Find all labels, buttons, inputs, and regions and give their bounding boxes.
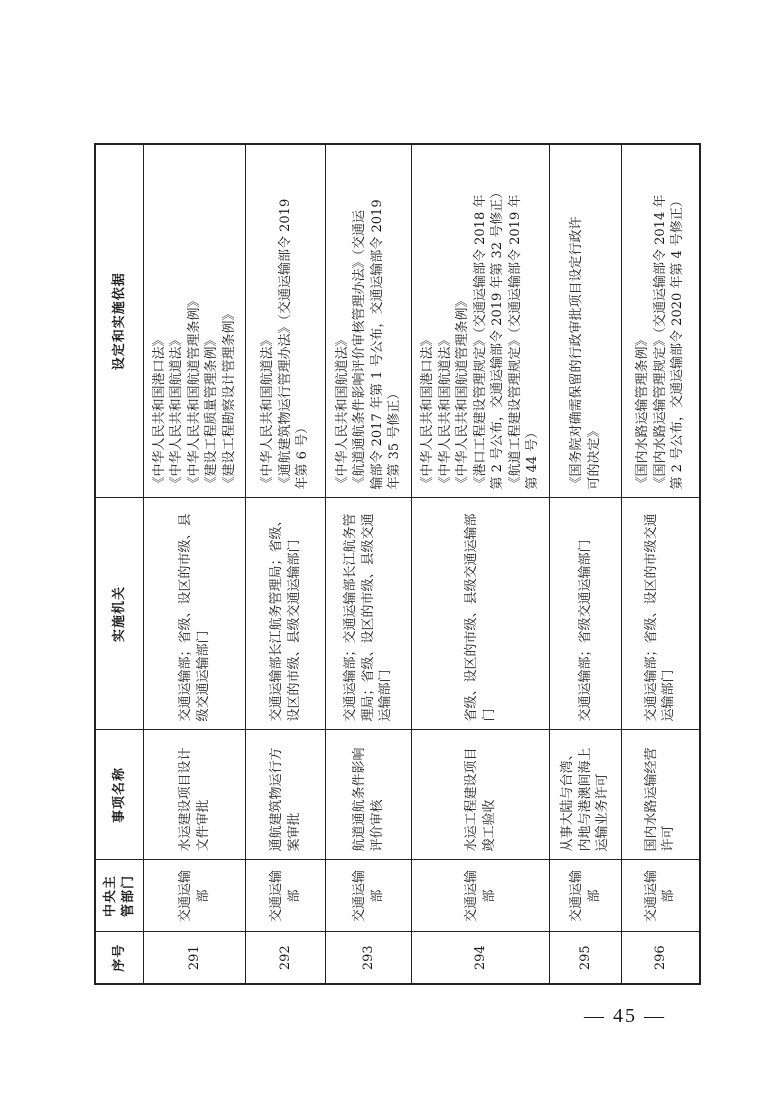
basis-line: 年第 35 号修正） xyxy=(387,386,403,490)
header-seq: 序号 xyxy=(95,932,144,984)
row-seq: 293 xyxy=(326,932,412,984)
row-seq: 294 xyxy=(412,932,550,984)
row-item: 水运工程建设项目竣工验收 xyxy=(412,730,550,860)
row-basis xyxy=(246,144,326,498)
rotated-table-wrapper xyxy=(94,145,684,985)
row-basis xyxy=(144,144,246,498)
basis-line: 《通航建筑物运行管理办法》（交通运输部令 2019 xyxy=(277,198,293,490)
row-dept: 交通运输部 xyxy=(550,860,622,932)
row-org: 交通运输部；省级、设区的市级交通运输部门 xyxy=(622,498,700,730)
row-seq: 296 xyxy=(622,932,700,984)
basis-line: 输部令 2017 年第 1 号公布，交通运输部令 2019 xyxy=(369,199,385,490)
row-item: 国内水路运输经营许可 xyxy=(622,730,700,860)
row-basis xyxy=(550,144,622,498)
basis-line: 可的决定》 xyxy=(586,424,602,490)
row-org: 交通运输部；省级、设区的市级、县级交通运输部门 xyxy=(144,498,246,730)
basis-line: 《中华人民共和国航道法》 xyxy=(437,333,453,490)
table-row xyxy=(326,144,412,984)
row-basis xyxy=(326,144,412,498)
basis-line: 《国务院对确需保留的行政审批项目设定行政许 xyxy=(569,216,585,490)
header-dept: 中央主管部门 xyxy=(95,860,144,932)
row-org: 交通运输部长江航务管理局；省级、设区的市级、县级交通运输部门 xyxy=(246,498,326,730)
row-dept: 交通运输部 xyxy=(326,860,412,932)
basis-line: 《港口工程建设管理规定》（交通运输部令 2018 年 xyxy=(472,194,488,490)
row-seq: 295 xyxy=(550,932,622,984)
basis-line: 《建设工程质量管理条例》 xyxy=(204,333,220,490)
row-item: 从事大陆与台湾、内地与港澳间海上运输业务许可 xyxy=(550,730,622,860)
basis-line: 《中华人民共和国港口法》 xyxy=(420,333,436,490)
header-basis: 设定和实施依据 xyxy=(95,144,144,498)
basis-line: 第 44 号） xyxy=(525,425,541,490)
table-row xyxy=(412,144,550,984)
header-org: 实施机关 xyxy=(95,498,144,730)
row-org: 省级、设区的市级、县级交通运输部门 xyxy=(412,498,550,730)
row-dept: 交通运输部 xyxy=(144,860,246,932)
row-basis xyxy=(622,144,700,498)
table-row xyxy=(622,144,700,984)
header-item: 事项名称 xyxy=(95,730,144,860)
basis-line: 《航道工程建设管理规定》（交通运输部令 2019 年 xyxy=(507,194,523,490)
basis-line: 《中华人民共和国航道法》 xyxy=(169,333,185,490)
basis-line: 《中华人民共和国航道管理条例》 xyxy=(186,294,202,490)
row-dept: 交通运输部 xyxy=(412,860,550,932)
row-item: 通航建筑物运行方案审批 xyxy=(246,730,326,860)
row-seq: 292 xyxy=(246,932,326,984)
table-row xyxy=(550,144,622,984)
row-org: 交通运输部；交通运输部长江航务管理局；省级、设区的市级、县级交通运输部门 xyxy=(326,498,412,730)
basis-line: 《中华人民共和国航道法》 xyxy=(334,333,350,490)
basis-line: 第 2 号公布，交通运输部令 2019 年第 32 号修正） xyxy=(490,185,506,490)
row-item: 航道通航条件影响评价审核 xyxy=(326,730,412,860)
basis-line: 第 2 号公布，交通运输部令 2020 年第 4 号修正） xyxy=(670,194,686,490)
basis-line: 《国内水路运输管理条例》 xyxy=(635,333,651,490)
basis-line: 《中华人民共和国航道法》 xyxy=(260,333,276,490)
table-row xyxy=(144,144,246,984)
basis-line: 《中华人民共和国航道管理条例》 xyxy=(455,294,471,490)
row-seq: 291 xyxy=(144,932,246,984)
basis-line: 《国内水路运输管理规定》（交通运输部令 2014 年 xyxy=(652,194,668,490)
row-org: 交通运输部；省级交通运输部门 xyxy=(550,498,622,730)
row-dept: 交通运输部 xyxy=(246,860,326,932)
basis-line: 《中华人民共和国港口法》 xyxy=(151,333,167,490)
table-row xyxy=(246,144,326,984)
matters-table xyxy=(94,143,701,985)
page-number: — 45 — xyxy=(584,1005,666,1027)
table-header-row xyxy=(95,144,144,984)
basis-line: 《航道通航条件影响评价审核管理办法》（交通运 xyxy=(352,209,368,490)
basis-line: 年第 6 号） xyxy=(295,420,311,490)
row-basis xyxy=(412,144,550,498)
row-item: 水运建设项目设计文件审批 xyxy=(144,730,246,860)
basis-line: 《建设工程勘察设计管理条例》 xyxy=(221,307,237,490)
row-dept: 交通运输部 xyxy=(622,860,700,932)
